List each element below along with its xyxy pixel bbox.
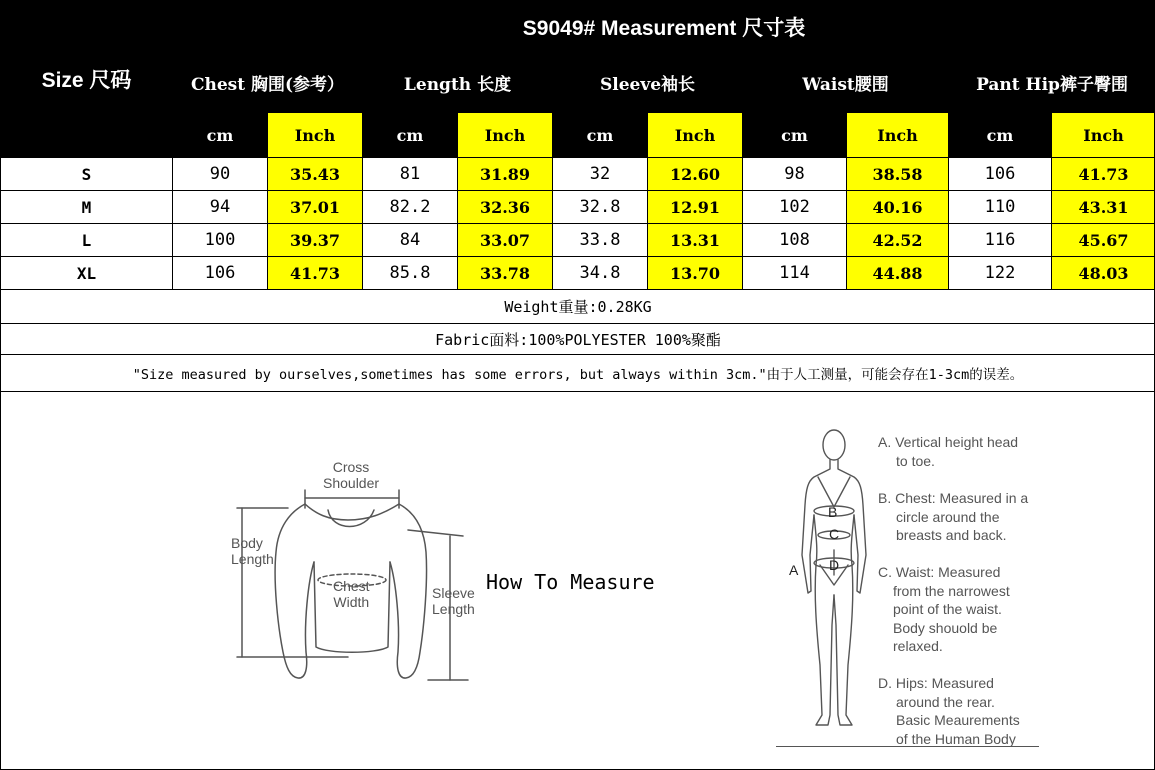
- cell-inch: 41.73: [268, 257, 363, 290]
- unit-cm: cm: [173, 113, 268, 158]
- unit-cm: cm: [363, 113, 458, 158]
- unit-inch: Inch: [1052, 113, 1155, 158]
- label-b: B: [828, 504, 838, 520]
- cell-inch: 44.88: [847, 257, 949, 290]
- label-d: D: [829, 557, 840, 573]
- cell-cm: 114: [743, 257, 847, 290]
- cell-inch: 33.07: [458, 224, 553, 257]
- size-column-header: Size 尺码: [1, 1, 173, 158]
- size-label: M: [1, 191, 173, 224]
- instruction-c: C. Waist: Measured from the narrowest point of the waist. Body shouold be relaxed.: [878, 564, 1010, 654]
- cell-inch: 41.73: [1052, 158, 1155, 191]
- weight-note: Weight重量:0.28KG: [1, 290, 1155, 324]
- cell-cm: 122: [949, 257, 1052, 290]
- instruction-b: B. Chest: Measured in a circle around the breasts and back.: [878, 490, 1029, 543]
- cell-cm: 32.8: [553, 191, 648, 224]
- cell-inch: 42.52: [847, 224, 949, 257]
- cell-cm: 90: [173, 158, 268, 191]
- cell-inch: 13.70: [648, 257, 743, 290]
- size-label: L: [1, 224, 173, 257]
- instruction-d: D. Hips: Measured around the rear. Basic Meaurements of the Human Body: [878, 675, 1020, 747]
- cell-inch: 45.67: [1052, 224, 1155, 257]
- cell-inch: 12.60: [648, 158, 743, 191]
- cell-cm: 94: [173, 191, 268, 224]
- cell-cm: 81: [363, 158, 458, 191]
- cell-cm: 84: [363, 224, 458, 257]
- cell-cm: 33.8: [553, 224, 648, 257]
- cross-shoulder-label: Cross Shoulder: [323, 459, 380, 491]
- cell-inch: 38.58: [847, 158, 949, 191]
- cell-inch: 43.31: [1052, 191, 1155, 224]
- unit-cm: cm: [743, 113, 847, 158]
- label-a: A: [789, 562, 799, 578]
- cell-inch: 40.16: [847, 191, 949, 224]
- header-length: Length 长度: [363, 53, 553, 113]
- disclaimer-note: "Size measured by ourselves,sometimes has some errors, but always within 3cm."由于人工测量，可能会存在1-3cm的误差。: [1, 355, 1155, 392]
- header-sleeve: Sleeve袖长: [553, 53, 743, 113]
- cell-cm: 34.8: [553, 257, 648, 290]
- size-label: S: [1, 158, 173, 191]
- cell-cm: 82.2: [363, 191, 458, 224]
- cell-inch: 12.91: [648, 191, 743, 224]
- cell-inch: 31.89: [458, 158, 553, 191]
- cell-cm: 116: [949, 224, 1052, 257]
- chart-title: S9049# Measurement 尺寸表: [173, 1, 1155, 53]
- unit-cm: cm: [553, 113, 648, 158]
- instruction-a: A. Vertical height head to toe.: [878, 434, 1019, 469]
- label-c: C: [829, 526, 840, 542]
- unit-cm: cm: [949, 113, 1052, 158]
- unit-inch: Inch: [268, 113, 363, 158]
- cell-inch: 32.36: [458, 191, 553, 224]
- header-pant-hip: Pant Hip裤子臀围: [949, 53, 1155, 113]
- sleeve-length-label: Sleeve Length: [432, 585, 475, 617]
- unit-inch: Inch: [847, 113, 949, 158]
- cell-cm: 106: [173, 257, 268, 290]
- chest-width-label: Chest Width: [333, 578, 370, 610]
- cell-inch: 13.31: [648, 224, 743, 257]
- cell-cm: 106: [949, 158, 1052, 191]
- cell-cm: 100: [173, 224, 268, 257]
- cell-cm: 32: [553, 158, 648, 191]
- cell-inch: 37.01: [268, 191, 363, 224]
- header-chest: Chest 胸围(参考）: [173, 53, 363, 113]
- cell-cm: 110: [949, 191, 1052, 224]
- cell-cm: 85.8: [363, 257, 458, 290]
- cell-cm: 102: [743, 191, 847, 224]
- unit-inch: Inch: [458, 113, 553, 158]
- body-length-label: Body Length: [231, 535, 274, 567]
- cell-cm: 108: [743, 224, 847, 257]
- how-to-measure-heading: How To Measure: [486, 570, 655, 594]
- cell-cm: 98: [743, 158, 847, 191]
- cell-inch: 35.43: [268, 158, 363, 191]
- size-label: XL: [1, 257, 173, 290]
- cell-inch: 48.03: [1052, 257, 1155, 290]
- fabric-note: Fabric面料:100%POLYESTER 100%聚酯: [1, 324, 1155, 355]
- header-waist: Waist腰围: [743, 53, 949, 113]
- unit-inch: Inch: [648, 113, 743, 158]
- cell-inch: 39.37: [268, 224, 363, 257]
- cell-inch: 33.78: [458, 257, 553, 290]
